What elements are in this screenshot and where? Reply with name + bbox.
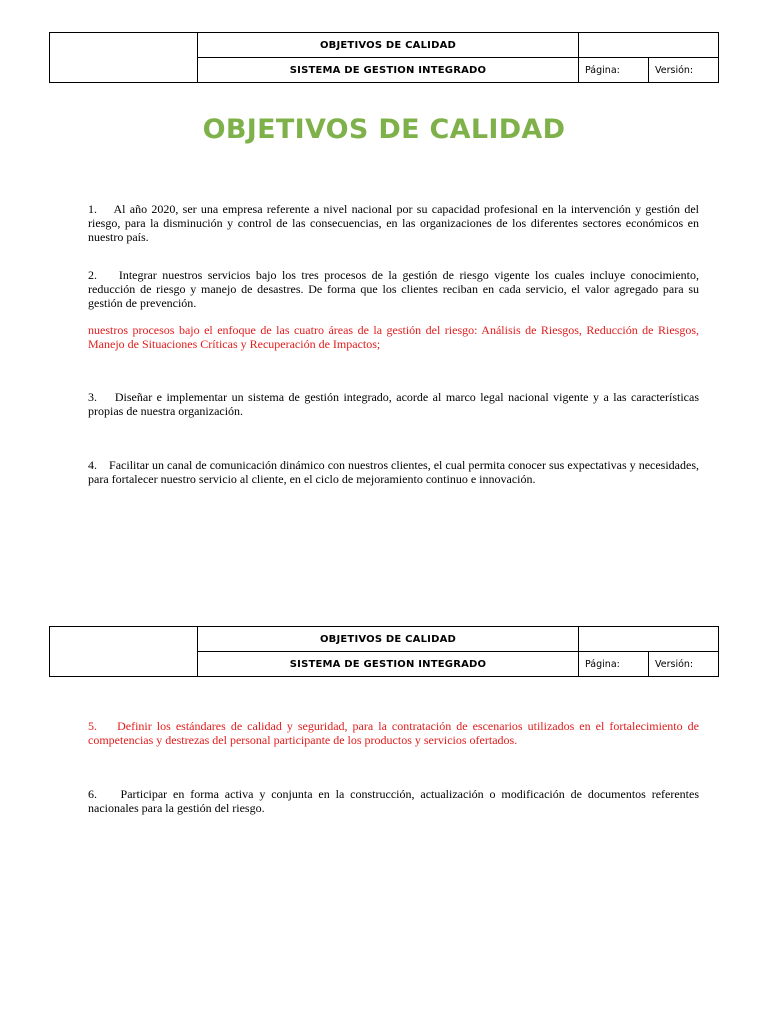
page-title: OBJETIVOS DE CALIDAD [202,114,566,145]
header-empty-cell [579,33,719,58]
objective-6: 6. Participar en forma activa y conjunta en la construcción, actualización o modificación de documentos referentes nacionales para la gestión del riesgo. [88,787,699,815]
document-header-page-2 [49,626,719,677]
header-subtitle: SISTEMA DE GESTION INTEGRADO [198,58,579,83]
header-subtitle: SISTEMA DE GESTION INTEGRADO [198,652,579,677]
objective-3: 3. Diseñar e implementar un sistema de gestión integrado, acorde al marco legal nacional vigente y a las características propias de nuestra organización. [88,390,699,418]
header-title: OBJETIVOS DE CALIDAD [198,33,579,58]
header-empty-cell [579,627,719,652]
page-label: Página: [579,652,649,677]
objective-2: 2. Integrar nuestros servicios bajo los tres procesos de la gestión de riesgo vigente los cuales incluye conocimiento, reducción de riesgo y manejo de desastres. De forma que los clientes reciban en cada servicio, el valor agregado para su gestión de prevención. [88,268,699,310]
objective-4: 4. Facilitar un canal de comunicación dinámico con nuestros clientes, el cual permita conocer sus expectativas y necesidades, para fortalecer nuestro servicio al cliente, en el ciclo de mejoramiento continuo e innovación. [88,458,699,486]
logo-cell [50,627,198,677]
logo-cell [50,33,198,83]
header-title: OBJETIVOS DE CALIDAD [198,627,579,652]
version-label: Versión: [649,58,719,83]
version-label: Versión: [649,652,719,677]
objective-1: 1. Al año 2020, ser una empresa referente a nivel nacional por su capacidad profesional en la intervención y gestión del riesgo, para la disminución y control de las consecuencias, en las organizaciones de los diferentes sectores económicos en nuestro país. [88,202,699,244]
page-label: Página: [579,58,649,83]
document-header [49,32,719,83]
objective-2-note: nuestros procesos bajo el enfoque de las cuatro áreas de la gestión del riesgo: Análisis de Riesgos, Reducción de Riesgos, Manejo de Situaciones Críticas y Recuperación de Impactos; [88,323,699,351]
objective-5: 5. Definir los estándares de calidad y seguridad, para la contratación de escenarios utilizados en el fortalecimiento de competencias y destrezas del personal participante de los productos y servicios ofertados. [88,719,699,747]
